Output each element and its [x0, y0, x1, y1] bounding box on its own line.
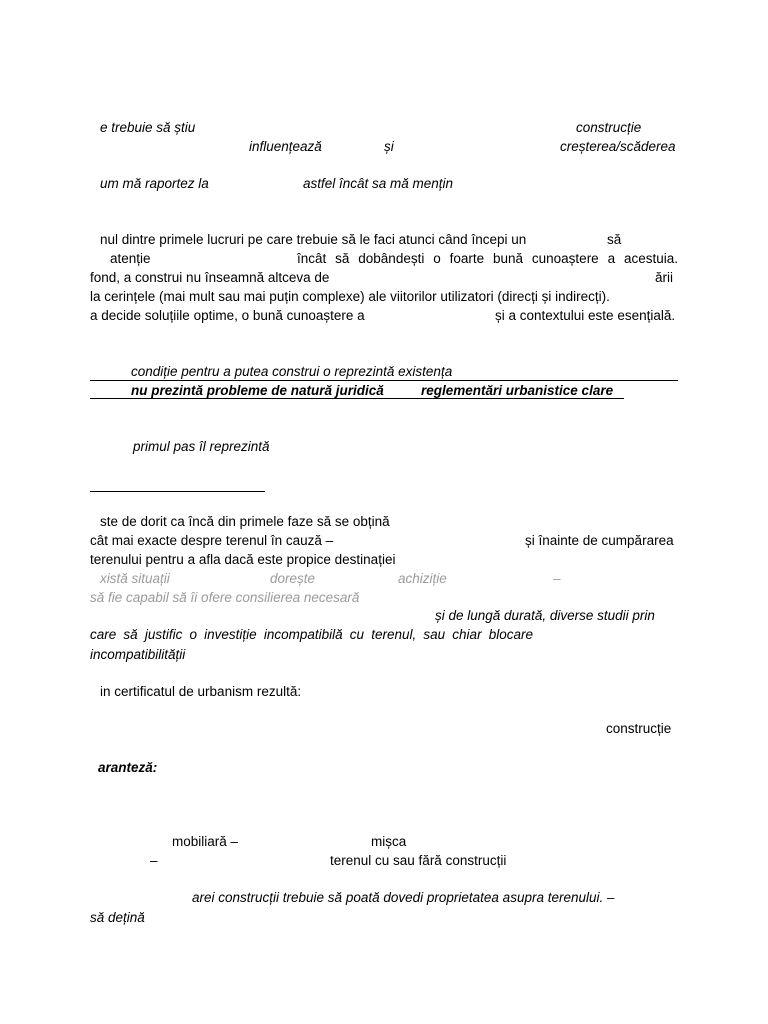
s4-line8: incompatibilității — [90, 647, 186, 662]
s1-line1-a: e trebuie să știu — [100, 120, 196, 135]
s1-line2-a: influențează — [249, 139, 322, 154]
s5-line6: arei construcții trebuie să poată dovedi proprietatea asupra terenului. – — [192, 890, 615, 905]
s2-line1-b: să — [607, 232, 622, 247]
s5-line4-a: mobiliară – — [172, 834, 239, 849]
s2-line1-a: nul dintre primele lucruri pe care trebuie să le faci atunci când începi un — [100, 232, 527, 247]
s5-line2: construcție — [606, 721, 672, 736]
s2-line2-a: atenție — [110, 251, 151, 266]
s3-underline-2 — [90, 398, 624, 399]
s1-line3-b: astfel încât sa mă mențin — [303, 176, 454, 191]
s3-underline-1 — [90, 380, 678, 381]
s1-line3-a: um mă raportez la — [100, 176, 209, 191]
s2-line4: la cerințele (mai mult sau mai puțin complexe) ale viitorilor utilizatori (direcți și indirecți). — [90, 289, 610, 304]
s1-line2-b: și — [384, 139, 394, 154]
s4-gray1-d: – — [553, 571, 561, 586]
s5-line7: să dețină — [90, 910, 145, 925]
s4-line7: care să justific o investiție incompatibilă cu terenul, sau chiar blocare — [90, 627, 533, 642]
s4-line6: și de lungă durată, diverse studii prin — [435, 608, 655, 623]
s2-line5-a: a decide soluțiile optime, o bună cunoaștere a — [90, 308, 365, 323]
s1-line2-c: creșterea/scăderea — [560, 139, 676, 154]
s2-line2-b: încât să dobândești o foarte bună cunoaștere a acestuia. — [297, 251, 678, 266]
s3-line2-b: reglementări urbanistice clare — [421, 383, 614, 398]
s4-gray2: să fie capabil să îi ofere consilierea necesară — [90, 590, 360, 605]
s3-line1: condiție pentru a putea construi o reprezintă existența — [131, 364, 453, 379]
s4-gray1-b: dorește — [270, 571, 316, 586]
s2-line3-b: ării — [655, 270, 674, 285]
s4-line3: terenului pentru a afla dacă este propice destinației — [90, 552, 396, 567]
s4-line2-a: cât mai exacte despre terenul în cauză – — [90, 533, 334, 548]
s5-line4-b: mișca — [371, 834, 407, 849]
s3-line2-a: nu prezintă probleme de natură juridică — [131, 383, 384, 398]
s5-line1: in certificatul de urbanism rezultă: — [100, 684, 302, 699]
s2-line3-a: fond, a construi nu înseamnă altceva de — [90, 270, 330, 285]
s5-line5-b: terenul cu sau fără construcții — [330, 853, 507, 868]
s3-line3: primul pas îl reprezintă — [133, 439, 270, 454]
s3-blank-line — [90, 491, 265, 492]
s1-line1-b: construcție — [576, 120, 642, 135]
s5-line5-a: – — [150, 853, 158, 868]
s5-line3: aranteză: — [98, 760, 158, 775]
s4-gray1-a: xistă situații — [100, 571, 170, 586]
s4-gray1-c: achiziție — [398, 571, 447, 586]
s4-line1: ste de dorit ca încă din primele faze să se obțină — [100, 514, 390, 529]
s4-line2-b: și înainte de cumpărarea — [525, 533, 674, 548]
s2-line5-b: și a contextului este esențială. — [495, 308, 676, 323]
